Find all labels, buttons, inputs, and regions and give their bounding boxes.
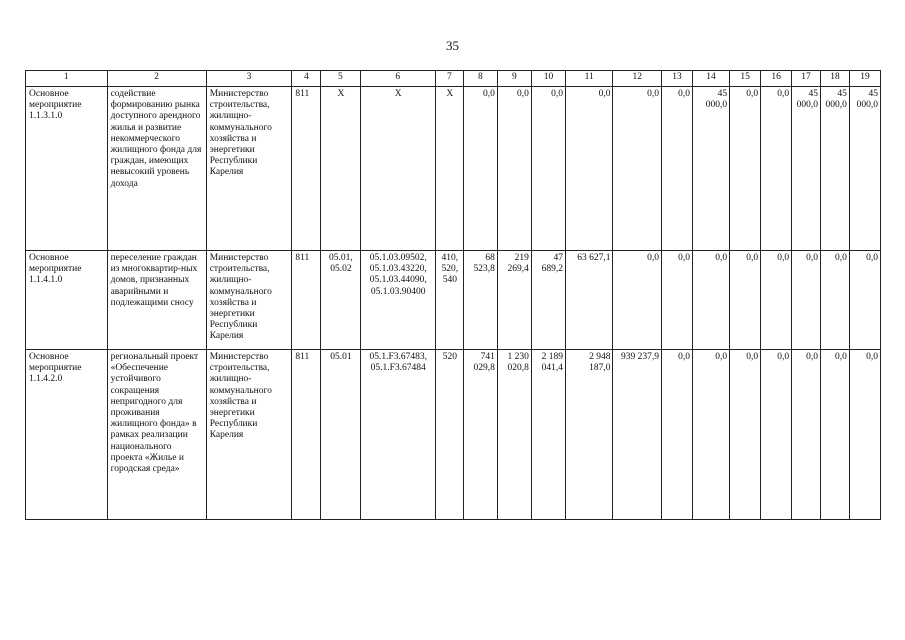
year-value: 741 029,8 [463, 350, 497, 520]
year-value: 0,0 [613, 251, 662, 350]
year-value: 0,0 [662, 350, 693, 520]
measure-name: Основное мероприятие 1.1.4.2.0 [26, 350, 108, 520]
column-header: 9 [497, 71, 531, 87]
year-value: 45 000,0 [692, 87, 729, 251]
year-value: 0,0 [849, 251, 880, 350]
rzpr-code: X [321, 87, 360, 251]
year-value: 0,0 [730, 251, 761, 350]
year-value: 45 000,0 [792, 87, 821, 251]
grbs-code: 811 [292, 87, 321, 251]
column-header: 2 [107, 71, 206, 87]
executor: Министерство строительства, жилищно-коммунального хозяйства и энергетики Республики Карелия [206, 350, 292, 520]
year-value: 0,0 [849, 350, 880, 520]
executor: Министерство строительства, жилищно-коммунального хозяйства и энергетики Республики Карелия [206, 251, 292, 350]
column-header: 16 [761, 71, 792, 87]
column-header: 13 [662, 71, 693, 87]
year-value: 0,0 [761, 87, 792, 251]
column-header: 4 [292, 71, 321, 87]
vr-code: X [435, 87, 463, 251]
year-value: 2 948 187,0 [565, 350, 613, 520]
year-value: 45 000,0 [849, 87, 880, 251]
column-header: 12 [613, 71, 662, 87]
year-value: 0,0 [565, 87, 613, 251]
column-header: 15 [730, 71, 761, 87]
column-header: 17 [792, 71, 821, 87]
measure-description: переселение граждан из многоквартир-ных домов, признанных аварийными и подлежащими сносу [107, 251, 206, 350]
grbs-code: 811 [292, 251, 321, 350]
column-header: 3 [206, 71, 292, 87]
page-number: 35 [446, 38, 459, 53]
year-value: 0,0 [792, 350, 821, 520]
measure-name: Основное мероприятие 1.1.3.1.0 [26, 87, 108, 251]
csr-code: 05.1.F3.67483, 05.1.F3.67484 [360, 350, 435, 520]
year-value: 0,0 [792, 251, 821, 350]
table-row [26, 350, 881, 520]
column-header: 8 [463, 71, 497, 87]
column-header: 11 [565, 71, 613, 87]
year-value: 0,0 [730, 350, 761, 520]
column-header: 10 [531, 71, 565, 87]
budget-table [25, 70, 881, 520]
column-header: 19 [849, 71, 880, 87]
year-value: 0,0 [730, 87, 761, 251]
year-value: 0,0 [820, 251, 849, 350]
measure-name: Основное мероприятие 1.1.4.1.0 [26, 251, 108, 350]
year-value: 0,0 [761, 350, 792, 520]
vr-code: 410, 520, 540 [435, 251, 463, 350]
year-value: 0,0 [820, 350, 849, 520]
rzpr-code: 05.01, 05.02 [321, 251, 360, 350]
measure-description: содействие формированию рынка доступного арендного жилья и развитие некоммерческого жилищного фонда для граждан, имеющих невысокий уровень дохода [107, 87, 206, 251]
measure-description: региональный проект «Обеспечение устойчивого сокращения непригодного для проживания жилищного фонда» в рамках реализации национального проекта «Жилье и городская среда» [107, 350, 206, 520]
year-value: 1 230 020,8 [497, 350, 531, 520]
column-header: 6 [360, 71, 435, 87]
year-value: 939 237,9 [613, 350, 662, 520]
year-value: 0,0 [531, 87, 565, 251]
grbs-code: 811 [292, 350, 321, 520]
year-value: 0,0 [662, 87, 693, 251]
rzpr-code: 05.01 [321, 350, 360, 520]
column-header: 7 [435, 71, 463, 87]
year-value: 2 189 041,4 [531, 350, 565, 520]
year-value: 0,0 [662, 251, 693, 350]
column-header: 14 [692, 71, 729, 87]
column-header: 18 [820, 71, 849, 87]
year-value: 219 269,4 [497, 251, 531, 350]
executor: Министерство строительства, жилищно-коммунального хозяйства и энергетики Республики Карелия [206, 87, 292, 251]
year-value: 0,0 [463, 87, 497, 251]
csr-code: 05.1.03.09502, 05.1.03.43220, 05.1.03.44090, 05.1.03.90400 [360, 251, 435, 350]
year-value: 0,0 [497, 87, 531, 251]
year-value: 45 000,0 [820, 87, 849, 251]
year-value: 0,0 [761, 251, 792, 350]
csr-code: X [360, 87, 435, 251]
year-value: 0,0 [692, 251, 729, 350]
column-header: 5 [321, 71, 360, 87]
year-value: 0,0 [613, 87, 662, 251]
table-row [26, 87, 881, 251]
header-row [26, 71, 881, 87]
column-header: 1 [26, 71, 108, 87]
year-value: 68 523,8 [463, 251, 497, 350]
year-value: 0,0 [692, 350, 729, 520]
year-value: 47 689,2 [531, 251, 565, 350]
table-row [26, 251, 881, 350]
vr-code: 520 [435, 350, 463, 520]
year-value: 63 627,1 [565, 251, 613, 350]
